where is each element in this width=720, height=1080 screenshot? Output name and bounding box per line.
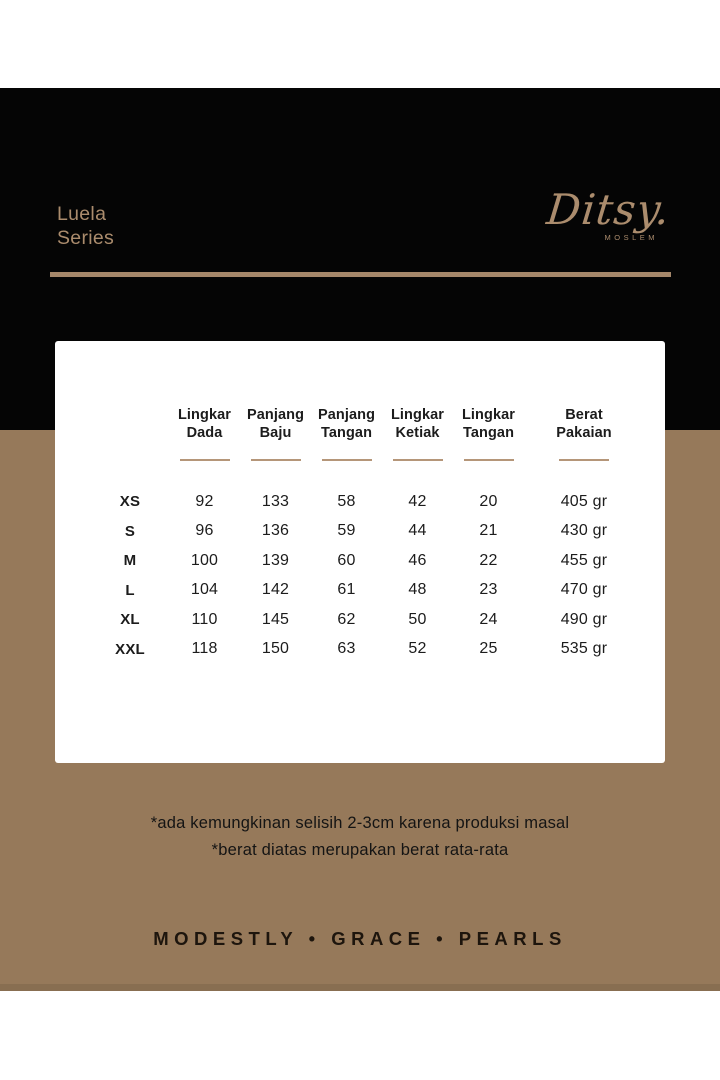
- column-header-line1: Lingkar: [390, 407, 445, 423]
- column-header-panjang-tangan: [311, 407, 382, 461]
- measurement-value: 61: [337, 581, 356, 599]
- column-header-line2: Tangan: [320, 424, 373, 441]
- size-label: XS: [119, 493, 141, 511]
- column-header-line1: Lingkar: [177, 407, 232, 423]
- table-row-m: [55, 546, 665, 576]
- size-label: XL: [120, 611, 140, 629]
- weight-value: 535 gr: [560, 640, 608, 658]
- column-header-lingkar-dada: [169, 407, 240, 461]
- footnote-line1: *ada kemungkinan selisih 2-3cm karena produksi masal: [150, 814, 570, 832]
- measurement-value: 100: [190, 551, 219, 569]
- column-header-lingkar-tangan: [453, 407, 524, 461]
- size-label: M: [123, 552, 137, 570]
- measurement-value: 21: [479, 522, 498, 540]
- brand-logo-subtext: MOSLEM: [604, 233, 658, 242]
- measurement-value: 46: [408, 551, 427, 569]
- table-body: [55, 487, 665, 664]
- size-label: S: [124, 522, 136, 540]
- size-label: XXL: [115, 640, 145, 658]
- measurement-value: 142: [261, 581, 290, 599]
- footnotes: [0, 810, 720, 863]
- column-underline: [180, 459, 230, 461]
- measurement-value: 136: [261, 522, 290, 540]
- size-label: L: [125, 581, 135, 599]
- series-title-line1: Luela: [57, 203, 107, 225]
- weight-value: 470 gr: [560, 581, 608, 599]
- measurement-value: 23: [479, 581, 498, 599]
- column-header-line1: Panjang: [246, 407, 305, 423]
- brand-tagline: MODESTLY • GRACE • PEARLS: [153, 928, 567, 949]
- measurement-value: 150: [261, 640, 290, 658]
- series-title: [57, 203, 114, 250]
- measurement-value: 60: [337, 551, 356, 569]
- column-header-line2: Baju: [259, 424, 292, 441]
- column-header-panjang-baju: [240, 407, 311, 461]
- measurement-value: 50: [408, 610, 427, 628]
- column-header-line2: Ketiak: [395, 424, 440, 441]
- measurement-value: 42: [408, 492, 427, 510]
- column-underline: [559, 459, 609, 461]
- measurement-value: 24: [479, 610, 498, 628]
- measurement-value: 145: [261, 610, 290, 628]
- measurement-value: 96: [195, 522, 214, 540]
- column-header-line1: Panjang: [317, 407, 376, 423]
- column-underline: [322, 459, 372, 461]
- column-header-line2: Dada: [186, 424, 223, 441]
- measurement-value: 110: [191, 610, 218, 628]
- table-row-l: [55, 576, 665, 606]
- column-header-line2: Pakaian: [556, 424, 612, 441]
- column-underline: [251, 459, 301, 461]
- brand-logo-script: Ditsy.: [544, 185, 673, 234]
- measurement-value: 92: [195, 492, 214, 510]
- table-row-xxl: [55, 635, 665, 665]
- weight-value: 455 gr: [560, 551, 608, 569]
- measurement-value: 104: [190, 581, 219, 599]
- footnote-line2: *berat diatas merupakan berat rata-rata: [211, 840, 509, 859]
- measurement-value: 118: [191, 640, 218, 658]
- measurement-value: 25: [479, 640, 498, 658]
- column-underline: [464, 459, 514, 461]
- table-row-xl: [55, 605, 665, 635]
- table-header-row: [55, 341, 665, 461]
- column-underline: [393, 459, 443, 461]
- weight-value: 405 gr: [560, 492, 608, 510]
- measurement-value: 59: [337, 522, 356, 540]
- table-row-s: [55, 517, 665, 547]
- column-header-line2: Tangan: [462, 424, 515, 441]
- measurement-value: 133: [261, 492, 290, 510]
- size-table-card: [55, 341, 665, 763]
- measurement-value: 58: [337, 492, 356, 510]
- weight-value: 430 gr: [560, 522, 608, 540]
- header-divider: [50, 272, 671, 277]
- measurement-value: 62: [337, 610, 356, 628]
- measurement-value: 139: [261, 551, 290, 569]
- measurement-value: 63: [337, 640, 356, 658]
- measurement-value: 44: [408, 522, 427, 540]
- measurement-value: 48: [408, 581, 427, 599]
- column-header-berat-pakaian: [524, 407, 644, 461]
- weight-value: 490 gr: [560, 610, 608, 628]
- column-header-lingkar-ketiak: [382, 407, 453, 461]
- column-header-line1: Berat: [565, 407, 603, 423]
- column-spacer: [91, 407, 169, 461]
- table-row-xs: [55, 487, 665, 517]
- measurement-value: 52: [408, 640, 427, 658]
- column-header-line1: Lingkar: [461, 407, 516, 423]
- measurement-value: 22: [479, 551, 498, 569]
- measurement-value: 20: [479, 492, 498, 510]
- brand-logo: [544, 185, 673, 242]
- series-title-line2: Series: [57, 226, 115, 249]
